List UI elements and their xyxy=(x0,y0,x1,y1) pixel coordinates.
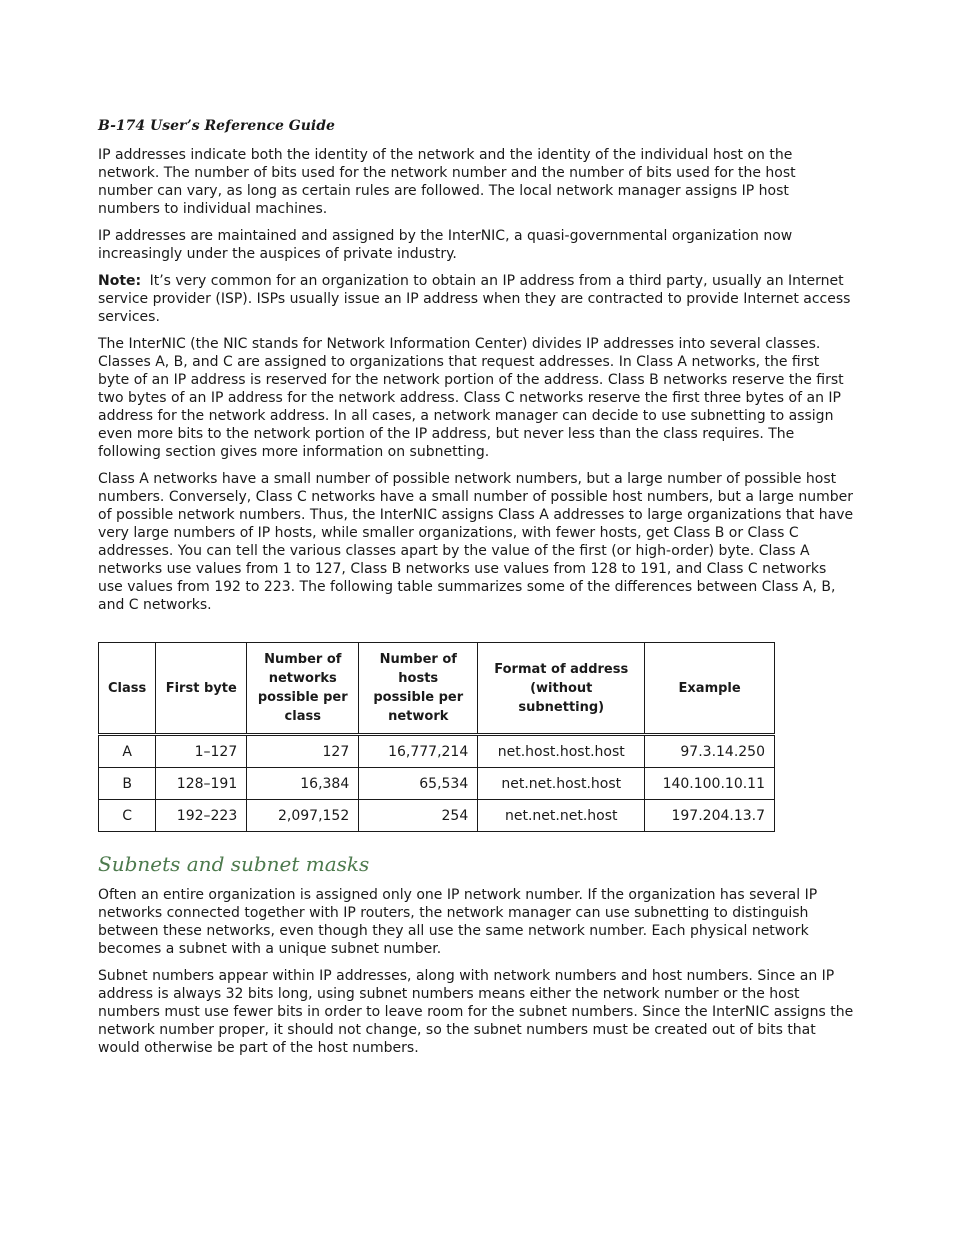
paragraph: Often an entire organization is assigned only one IP network number. If the organization has several IP networks connected together with IP routers, the network manager can use subnetting to distinguish between these networks, even though they all use the same network number. Each physical network becomes a subnet with a unique subnet number. xyxy=(98,887,818,957)
header-example: Example xyxy=(645,643,775,735)
header-networks: Number of networks possible per class xyxy=(247,643,359,735)
cell-example: 197.204.13.7 xyxy=(645,800,775,832)
cell-class: A xyxy=(99,735,156,768)
cell-example: 97.3.14.250 xyxy=(645,735,775,768)
paragraph: Class A networks have a small number of possible network numbers, but a large number of possible host numbers. Conversely, Class C networks have a small number of possible host numbers, but a large number of possible network numbers. Thus, the InterNIC assigns Class A addresses to large organizations that have very large numbers of IP hosts, while smaller organizations, with fewer hosts, get Class B or Class C addresses. You can tell the various classes apart by the value of the first (or high-order) byte. Class A networks use values from 1 to 127, Class B networks use values from 128 to 191, and Class C networks use values from 192 to 223. The following table summarizes some of the differences between Class A, B, and C networks. xyxy=(98,471,854,613)
header-class: Class xyxy=(99,643,156,735)
cell-class: C xyxy=(99,800,156,832)
table-row xyxy=(99,735,775,768)
cell-format: net.host.host.host xyxy=(478,735,645,768)
ip-class-table xyxy=(98,642,775,832)
page-header: B-174 User’s Reference Guide xyxy=(98,118,335,134)
cell-first-byte: 128–191 xyxy=(156,768,247,800)
cell-hosts: 254 xyxy=(359,800,478,832)
cell-class: B xyxy=(99,768,156,800)
table-row xyxy=(99,800,775,832)
note-text: It’s very common for an organization to obtain an IP address from a third party, usually an Internet service provider (ISP). ISPs usually issue an IP address when they are contracted to provide Internet access services. xyxy=(98,273,851,325)
header-first-byte: First byte xyxy=(156,643,247,735)
document-page xyxy=(98,118,854,1066)
cell-networks: 2,097,152 xyxy=(247,800,359,832)
cell-format: net.net.host.host xyxy=(478,768,645,800)
cell-networks: 127 xyxy=(247,735,359,768)
cell-first-byte: 192–223 xyxy=(156,800,247,832)
cell-hosts: 16,777,214 xyxy=(359,735,478,768)
cell-format: net.net.net.host xyxy=(478,800,645,832)
cell-example: 140.100.10.11 xyxy=(645,768,775,800)
cell-first-byte: 1–127 xyxy=(156,735,247,768)
header-format: Format of address (without subnetting) xyxy=(478,643,645,735)
cell-hosts: 65,534 xyxy=(359,768,478,800)
paragraph: Subnet numbers appear within IP addresses, along with network numbers and host numbers. Since an IP address is always 32 bits long, using subnet numbers means either the network number or the host numbers must use fewer bits in order to leave room for the subnet numbers. Since the InterNIC assigns the network number proper, it should not change, so the subnet numbers must be created out of bits that would otherwise be part of the host numbers. xyxy=(98,968,854,1056)
paragraph: The InterNIC (the NIC stands for Network Information Center) divides IP addresses into several classes. Classes A, B, and C are assigned to organizations that request addresses. In Class A networks, the first byte of an IP address is reserved for the network portion of the address. Class B networks reserve the first two bytes of an IP address for the network address. Class C networks reserve the first three bytes of an IP address for the network address. In all cases, a network manager can decide to use subnetting to assign even more bits to the network portion of the IP address, but never less than the class requires. The following section gives more information on subnetting. xyxy=(98,336,844,460)
header-hosts: Number of hosts possible per network xyxy=(359,643,478,735)
table-row xyxy=(99,768,775,800)
paragraph: IP addresses indicate both the identity of the network and the identity of the individual host on the network. The number of bits used for the network number and the number of bits used for the host number can vary, as long as certain rules are followed. The local network manager assigns IP host numbers to individual machines. xyxy=(98,147,796,217)
section-title: Subnets and subnet masks xyxy=(98,852,370,876)
table-header-row xyxy=(99,643,775,735)
note-paragraph xyxy=(98,272,854,326)
note-label: Note: xyxy=(98,273,142,289)
paragraph: IP addresses are maintained and assigned by the InterNIC, a quasi-governmental organization now increasingly under the auspices of private industry. xyxy=(98,228,793,262)
cell-networks: 16,384 xyxy=(247,768,359,800)
